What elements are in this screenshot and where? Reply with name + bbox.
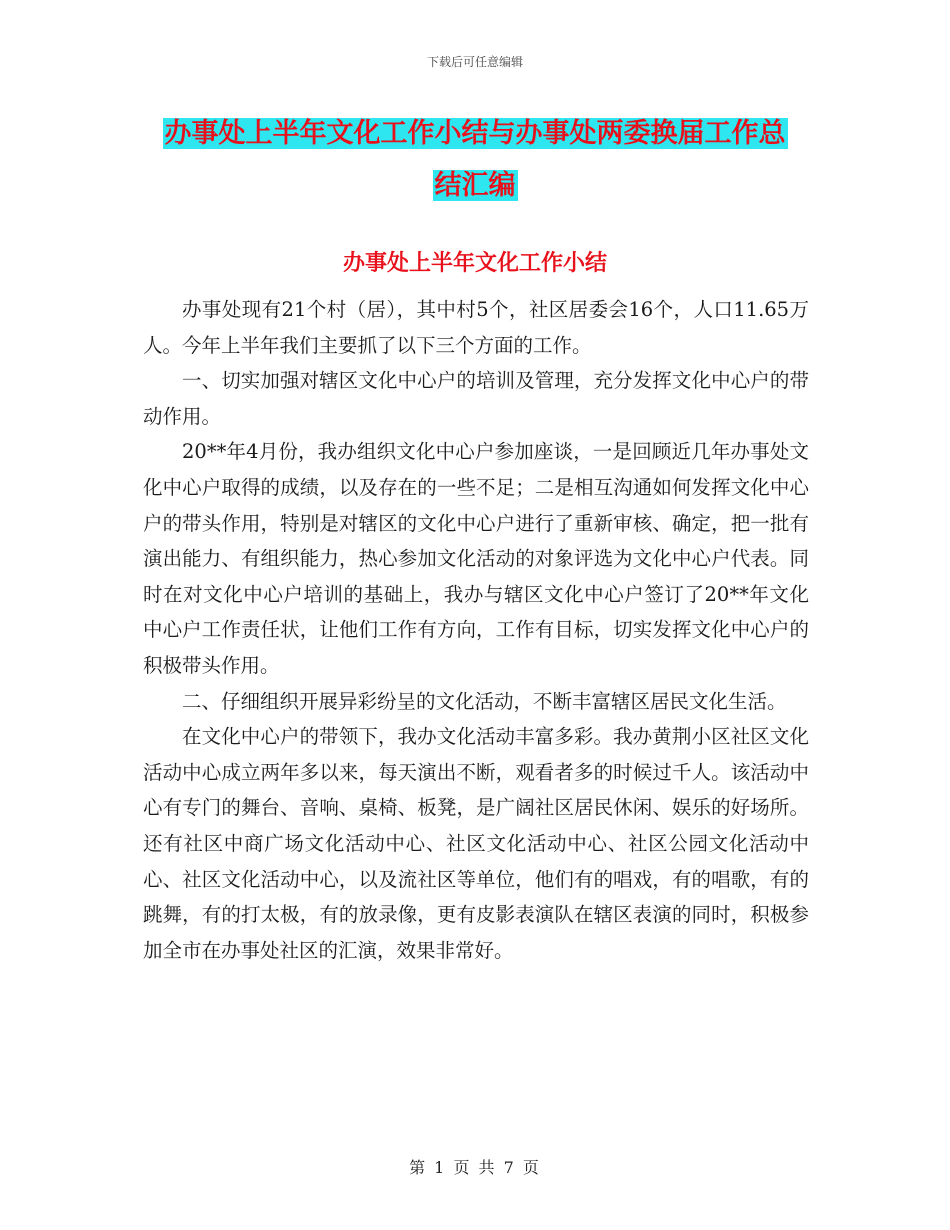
header-note: 下载后可任意编辑: [426, 55, 523, 69]
title-line-1: 办事处上半年文化工作小结与办事处两委换届工作总: [164, 118, 786, 149]
section-title: 办事处上半年文化工作小结: [342, 251, 607, 276]
paragraph: 办事处现有21个村（居），其中村5个，社区居委会16个，人口11.65万人。今年上半年我们主要抓了以下三个方面的工作。: [143, 298, 809, 357]
page-footer: 第 1 页 共 7 页: [409, 1158, 541, 1177]
document-title: [140, 108, 810, 212]
document-body: [143, 292, 809, 968]
paragraph: 二、仔细组织开展异彩纷呈的文化活动，不断丰富辖区居民文化生活。: [182, 689, 787, 713]
paragraph: 在文化中心户的带领下，我办文化活动丰富多彩。我办黄荆小区社区文化活动中心成立两年多以来，每天演出不断，观看者多的时候过千人。该活动中心有专门的舞台、音响、桌椅、板凳，是广阔社区居民休闲、娱乐的好场所。还有社区中商广场文化活动中心、社区文化活动中心、社区公园文化活动中心、社区文化活动中心，以及流社区等单位，他们有的唱戏，有的唱歌，有的跳舞，有的打太极，有的放录像，更有皮影表演队在辖区表演的同时，积极参加全市在办事处社区的汇演，效果非常好。: [143, 725, 809, 962]
title-line-2: 结汇编: [434, 170, 516, 201]
paragraph: 一、切实加强对辖区文化中心户的培训及管理，充分发挥文化中心户的带动作用。: [143, 369, 809, 428]
paragraph: 20**年4月份，我办组织文化中心户参加座谈，一是回顾近几年办事处文化中心户取得的成绩，以及存在的一些不足；二是相互沟通如何发挥文化中心户的带头作用，特别是对辖区的文化中心户进行了重新审核、确定，把一批有演出能力、有组织能力，热心参加文化活动的对象评选为文化中心户代表。同时在对文化中心户培训的基础上，我办与辖区文化中心户签订了20**年文化中心户工作责任状，让他们工作有方向，工作有目标，切实发挥文化中心户的积极带头作用。: [143, 440, 809, 677]
